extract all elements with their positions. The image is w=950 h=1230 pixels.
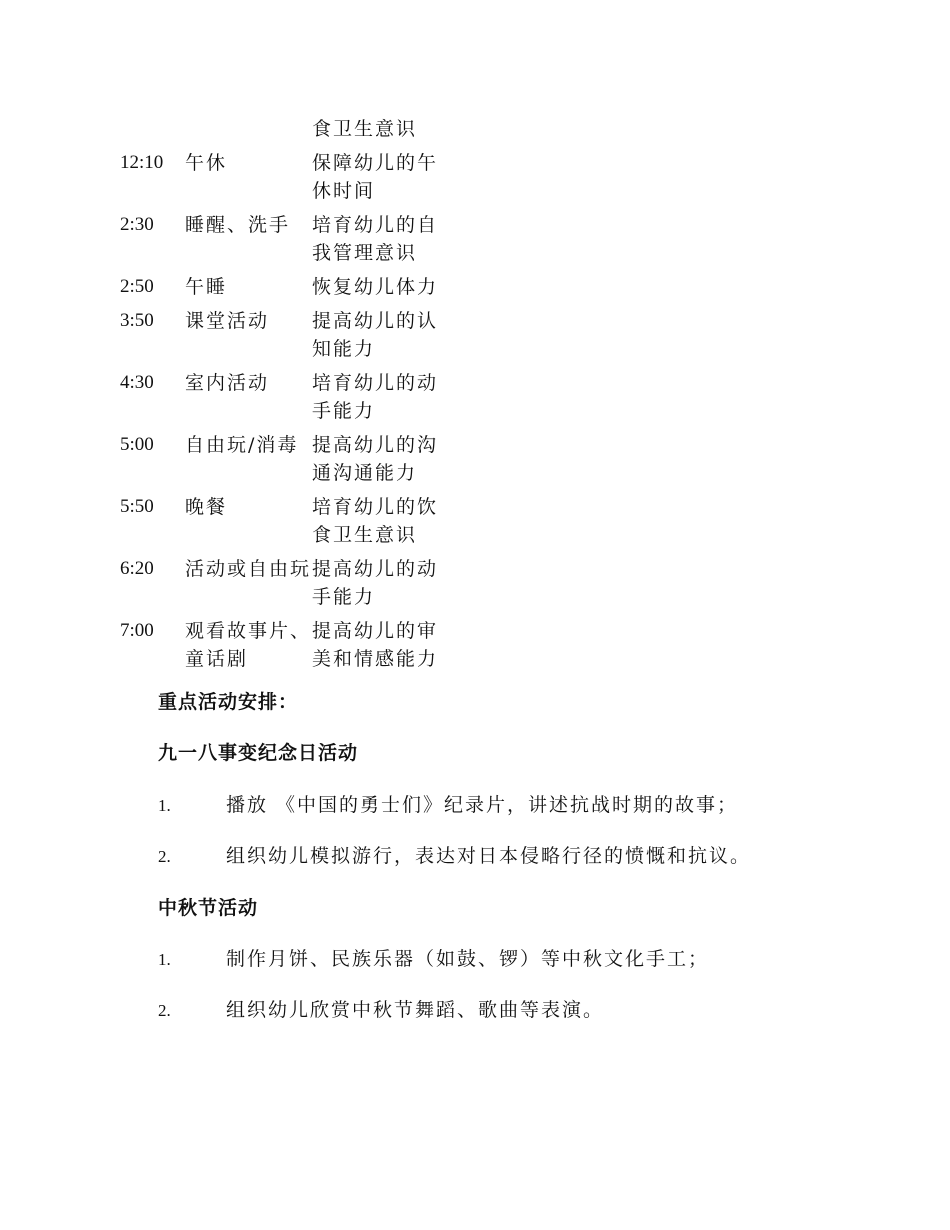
schedule-table (120, 115, 460, 679)
activity-cell: 自由玩/消毒 (185, 434, 299, 456)
table-row (120, 617, 460, 673)
goal-cell: 提高幼儿的动手能力 (312, 558, 439, 608)
time-cell: 5:00 (120, 434, 154, 455)
goal-cell: 提高幼儿的审美和情感能力 (312, 620, 439, 670)
table-row (120, 273, 460, 301)
activity-cell: 课堂活动 (185, 310, 270, 332)
time-cell: 3:50 (120, 310, 154, 331)
time-cell: 2:30 (120, 214, 154, 235)
goal-cell: 培育幼儿的饮食卫生意识 (312, 496, 439, 546)
time-cell: 5:50 (120, 496, 154, 517)
list-number: 1. (158, 796, 171, 815)
goal-cell: 培育幼儿的动手能力 (312, 372, 439, 422)
activity-cell: 观看故事片、童话剧 (185, 620, 312, 670)
list-number: 2. (158, 847, 171, 866)
time-cell (120, 115, 185, 143)
goal-cell: 提高幼儿的认知能力 (312, 310, 439, 360)
activity-cell: 午睡 (185, 276, 228, 298)
table-row (120, 307, 460, 363)
time-cell: 6:20 (120, 558, 154, 579)
activity-cell: 室内活动 (185, 372, 270, 394)
time-cell: 12:10 (120, 152, 164, 173)
table-row (120, 149, 460, 205)
table-row (120, 431, 460, 487)
list-item: 组织幼儿欣赏中秋节舞蹈、歌曲等表演。 (226, 999, 605, 1021)
key-activities-heading: 重点活动安排： (158, 691, 299, 713)
table-row (120, 493, 460, 549)
time-cell: 4:30 (120, 372, 154, 393)
table-row (120, 211, 460, 267)
list-item: 播放 《中国的勇士们》纪录片，讲述抗战时期的故事； (226, 794, 739, 816)
table-row (120, 369, 460, 425)
activity-cell: 活动或自由玩 (185, 558, 312, 580)
time-cell: 7:00 (120, 620, 154, 641)
section-title: 九一八事变纪念日活动 (158, 742, 359, 764)
activity-cell: 睡醒、洗手 (185, 214, 291, 236)
list-number: 2. (158, 1001, 171, 1020)
goal-cell: 恢复幼儿体力 (312, 276, 439, 298)
goal-cell: 食卫生意识 (312, 118, 418, 140)
activity-cell: 午休 (185, 152, 228, 174)
table-row (120, 115, 460, 143)
table-row (120, 555, 460, 611)
list-item: 制作月饼、民族乐器（如鼓、锣）等中秋文化手工； (226, 948, 710, 970)
activity-cell (185, 115, 312, 143)
activity-cell: 晚餐 (185, 496, 228, 518)
goal-cell: 保障幼儿的午休时间 (312, 152, 439, 202)
list-item: 组织幼儿模拟游行，表达对日本侵略行径的愤慨和抗议。 (226, 845, 752, 867)
section-title: 中秋节活动 (158, 897, 259, 919)
time-cell: 2:50 (120, 276, 154, 297)
goal-cell: 培育幼儿的自我管理意识 (312, 214, 439, 264)
list-number: 1. (158, 950, 171, 969)
goal-cell: 提高幼儿的沟通沟通能力 (312, 434, 439, 484)
